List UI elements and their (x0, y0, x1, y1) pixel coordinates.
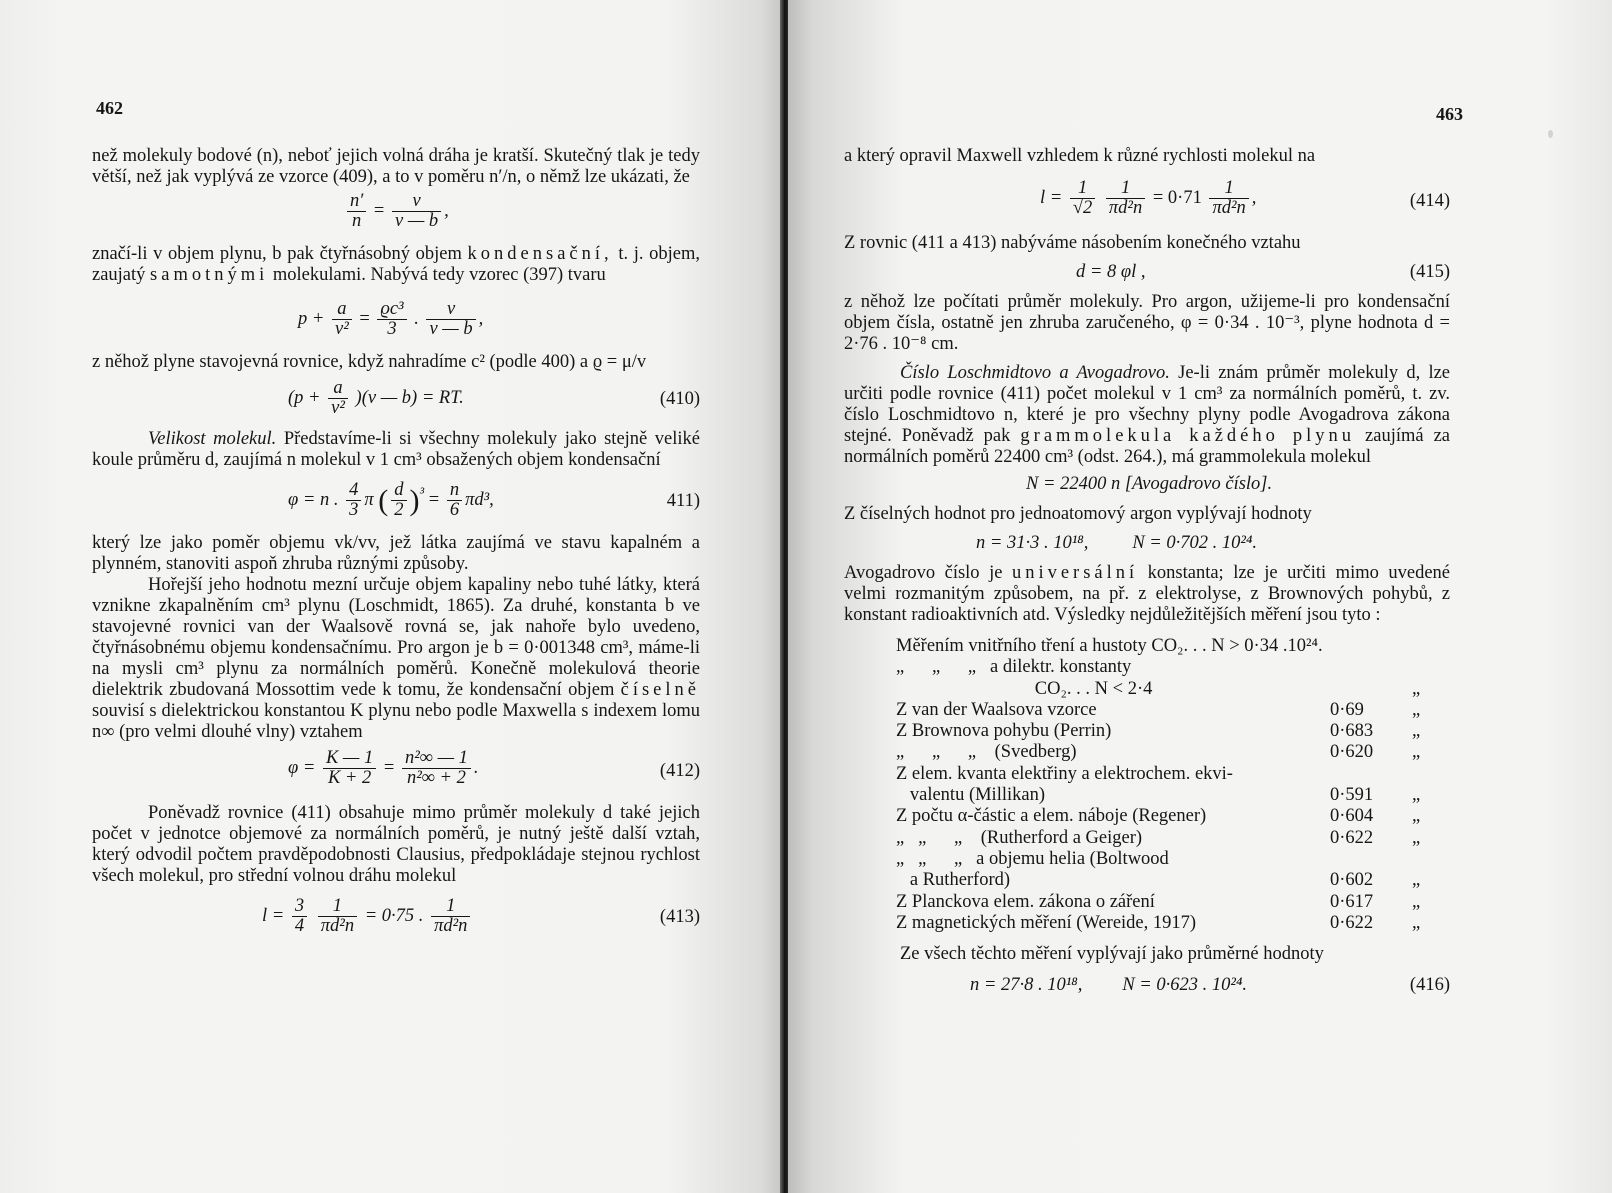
paragraph: Hořejší jeho hodnotu mezní určuje objem kapaliny nebo tuhé látky, která vznikne zkapalněním cm³ plynu (Loschmidt, 1865). Za druhé, konstanta b ve stavojevné rovnici van der Waalsově rovná se, jak nahoře bylo uvedeno, čtyřnásobnému objemu kondensačnímu. Pro argon je b = 0·001348 cm³, máme-li na mysli cm³ plynu za normálních poměrů. Konečně molekulová theorie dielektrik zbudovaná Mossottim vede k tomu, že kondensační objem číselně souvisí s dielektrickou konstantou K plynu nebo podle Maxwella s indexem lomu n∞ (pro velmi dlouhé vlny) vztahem (92, 575, 700, 742)
table-row-label: Z elem. kvanta elektřiny a elektrochem. ekvi- (896, 763, 1233, 784)
table-row (896, 742, 1456, 763)
table-row-value: 0·69 (1330, 699, 1364, 720)
table-row-ditto: „ (1412, 827, 1421, 848)
left-text-column (92, 146, 700, 947)
table-row-label: „ „ „ (Rutherford a Geiger) (896, 827, 1143, 848)
equation-avogadro: N = 22400 n [Avogadrovo číslo]. (1026, 474, 1273, 494)
paragraph: Poněvadž rovnice (411) obsahuje mimo průměr molekuly d také jejich počet v jednotce objemové za normálních poměrů, je nutný ještě další vztah, který odvodil počtem pravděpodobnosti Clausius, předpokládaje stejnou rychlost všech molekul, pro střední volnou dráhu molekul (92, 803, 700, 886)
page-number: 462 (96, 98, 123, 118)
table-row-label: Z magnetických měření (Wereide, 1917) (896, 912, 1197, 933)
table-row-label: CO₂. . . N < 2·4 (896, 678, 1153, 699)
table-row-ditto: „ (1412, 721, 1421, 742)
equation: p + $\frac{a}{\text{v²}}$ = $\frac{\text{ϱc³}}{3}$ . $\frac{v}{v — b}$ , (298, 299, 484, 339)
paragraph: a který opravil Maxwell vzhledem k různé rychlosti molekul na (844, 146, 1316, 166)
table-row-label: Z Planckova elem. zákona o záření (896, 891, 1155, 912)
table-row-value: 0·602 (1330, 870, 1374, 891)
equation: $\frac{n'}{n}$ = $\frac{v}{v — b}$ , (92, 188, 700, 244)
equation-416: n = 27·8 . 10¹⁸, N = 0·623 . 10²⁴. (416) (970, 975, 1450, 996)
table-row-ditto: „ (1412, 678, 1421, 699)
paragraph: Ze všech těchto měření vyplývají jako průměrné hodnoty (900, 944, 1324, 965)
table-row (896, 828, 1456, 849)
table-row (896, 892, 1456, 913)
table-row (896, 700, 1456, 721)
equation-number: (414) (1409, 191, 1450, 211)
table-row-value: 0·620 (1330, 742, 1374, 763)
equation-410: (p + $\frac{a}{\text{v²}}$ )(v — b) = RT. (410) (288, 378, 700, 418)
left-page (0, 0, 784, 1193)
equation-414: l = $\frac{1}{√2}$ $\frac{1}{\text{πd²n}}$ = 0·71 $\frac{1}{\text{πd²n}}$ , (414) (1040, 178, 1450, 218)
right-page (788, 0, 1612, 1193)
table-row-value: 0·604 (1330, 806, 1374, 827)
table-row (896, 870, 1456, 891)
table-row-label: a Rutherford) (896, 870, 1011, 891)
table-row-label: Z Brownova pohybu (Perrin) (896, 721, 1112, 742)
table-row (896, 679, 1456, 700)
paragraph: který lze jako poměr objemu vk/vv, jež látka zaujímá ve stavu kapalném a plynném, stanoviti aspoň zhruba různými způsoby. (92, 533, 700, 574)
paragraph: z něhož plyne stavojevná rovnice, když nahradíme c² (podle 400) a ϱ = μ/v (92, 352, 647, 372)
measurements-table (896, 636, 1456, 934)
paragraph: z něhož lze počítati průměr molekuly. Pro argon, užijeme-li pro kondensační objem čísla, ostatně jen zhruba zaručeného, φ = 0·34 . 10⁻³, plyne hodnota d = 2·76 . 10⁻⁸ cm. (844, 292, 1450, 354)
table-row-value: 0·591 (1330, 785, 1374, 806)
table-row-value: 0·683 (1330, 721, 1374, 742)
paragraph: značí-li v objem plynu, b pak čtyřnásobný objem kondensační, t. j. objem, zaujatý samotnými molekulami. Nabývá tedy vzorec (397) tvaru (92, 244, 701, 285)
equation-number: (412) (659, 761, 700, 781)
table-row-label: Z počtu α-částic a elem. náboje (Regener) (896, 806, 1207, 827)
equation-number: 411) (666, 491, 700, 511)
table-row-label: „ „ „ (Svedberg) (896, 742, 1077, 763)
table-row-ditto: „ (1412, 806, 1421, 827)
table-row (896, 657, 1456, 678)
equation-415: d = 8 φl , (415) (1076, 262, 1450, 282)
table-row-ditto: „ (1412, 785, 1421, 806)
page-number: 463 (1436, 104, 1463, 124)
equation-number: (416) (1409, 975, 1450, 996)
right-text-column (844, 146, 1450, 1005)
table-row-ditto: „ (1412, 891, 1421, 912)
paragraph: Z rovnic (411 a 413) nabýváme násobením konečného vztahu (844, 233, 1301, 253)
table-row-label: valentu (Millikan) (896, 785, 1045, 806)
table-row-label: „ „ „ a objemu helia (Boltwood (896, 848, 1169, 869)
paragraph: Velikost molekul. Představíme-li si všechny molekuly jako stejně veliké koule průměru d, zaujímá n molekul v 1 cm³ obsažených objem kondensační (92, 429, 701, 470)
equation-number: (410) (659, 389, 700, 409)
equation-413: l = $\frac{3}{4}$ $\frac{1}{\text{πd²n}}$ = 0·75 . $\frac{1}{\text{πd²n}}$ (413) (262, 896, 700, 936)
table-row-ditto: „ (1412, 742, 1421, 763)
table-row-value: 0·617 (1330, 891, 1374, 912)
paragraph: Z číselných hodnot pro jednoatomový argon vyplývají hodnoty (844, 504, 1312, 524)
table-row-ditto: „ (1412, 912, 1421, 933)
equation-number: (415) (1409, 262, 1450, 282)
page-speck (1548, 130, 1553, 138)
paragraph: Avogadrovo číslo je universální konstanta; lze je určiti mimo uvedené velmi rozmanitým způsobem, na př. z elektrolyse, z Brownových pohybů, z konstant radioaktivních atd. Výsledky nejdůležitějších měření jsou tyto : (844, 563, 1450, 625)
table-row-label: Z van der Waalsova vzorce (896, 699, 1097, 720)
equation-number: (413) (659, 907, 700, 927)
table-header: Měřením vnitřního tření a hustoty CO₂. . . N > 0·34 .10²⁴. (896, 636, 1323, 656)
table-row-value: 0·622 (1330, 912, 1374, 933)
table-row-ditto: „ (1412, 699, 1421, 720)
equation-411: φ = n . $\frac{4}{3}$ π ( $\frac{d}{2}$ )$^{^3}$ = $\frac{n}{6}$ πd³, 411) (288, 480, 700, 520)
table-row (896, 721, 1456, 742)
paragraph: než molekuly bodové (n), neboť jejich volná dráha je kratší. Skutečný tlak je tedy větší, než jak vyplývá ze vzorce (409), a to v poměru n′/n, o němž lze ukázati, že (92, 146, 700, 187)
equation-values: n = 31·3 . 10¹⁸, N = 0·702 . 10²⁴. (976, 533, 1258, 553)
table-row (896, 785, 1456, 806)
equation-412: φ = $\frac{K — 1}{K + 2}$ = $\frac{\text{n²∞ — 1}}{\text{n²∞ + 2}}$ . (412) (288, 748, 700, 788)
table-row (896, 764, 1456, 785)
table-row-label: „ „ „ a dilektr. konstanty (896, 657, 1132, 678)
table-row (896, 849, 1456, 870)
table-row (896, 806, 1456, 827)
table-row-value: 0·622 (1330, 827, 1374, 848)
paragraph: Číslo Loschmidtovo a Avogadrovo. Je-li znám průměr molekuly d, lze určiti podle rovnice (411) počet molekul v 1 cm³ za normálních poměrů, t. zv. číslo Loschmidtovo n, které je pro všechny plyny podle Avogadrova zákona stejné. Poněvadž pak grammolekula každého plynu zaujímá za normálních poměrů 22400 cm³ (odst. 264.), má grammolekula molekul (844, 363, 1451, 467)
table-row (896, 913, 1456, 934)
table-row-ditto: „ (1412, 870, 1421, 891)
